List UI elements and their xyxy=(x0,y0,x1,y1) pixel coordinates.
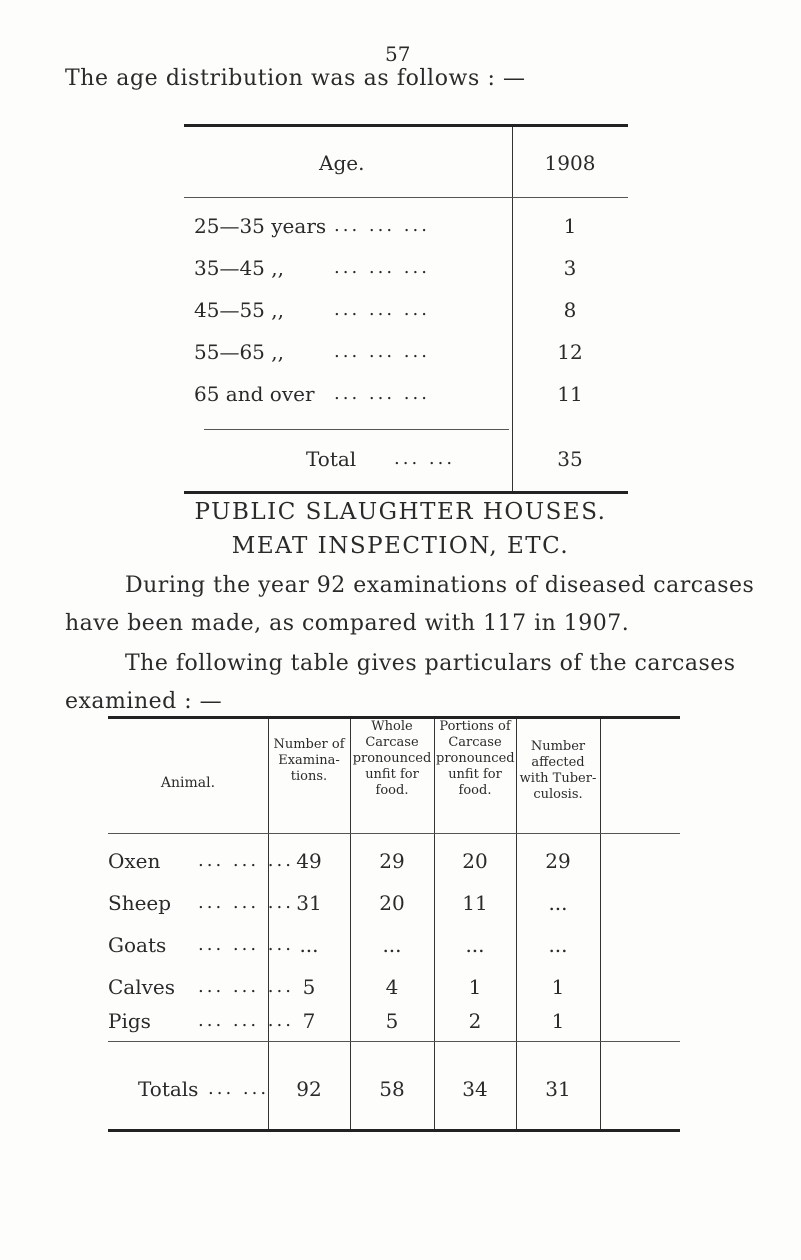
leader-dots: ... ... ... xyxy=(334,215,430,236)
animal-header: Animal. xyxy=(160,775,216,791)
portions-cell: ... xyxy=(465,933,485,957)
examinations-cell: 5 xyxy=(302,975,316,999)
tuberculosis-cell: ... xyxy=(548,933,568,957)
totals-label: Totals xyxy=(138,1077,199,1101)
animal-label: Goats xyxy=(108,933,167,957)
whole-cell: 20 xyxy=(379,891,405,915)
leader-dots: ... ... ... xyxy=(198,1010,294,1031)
portions-header: Portions of Carcase pronounced unfit for food. xyxy=(436,719,515,798)
paragraph-examinations: During the year 92 examinations of diseased carcases have been made, as compared with 117 in 1907. xyxy=(65,573,755,636)
tuberculosis-cell: ... xyxy=(548,891,568,915)
leader-dots: ... ... ... xyxy=(334,299,430,320)
intro-text: The age distribution was as follows : — xyxy=(65,66,526,91)
age-row-value: 11 xyxy=(557,382,583,406)
total-label: Total xyxy=(306,447,357,471)
portions-cell: 2 xyxy=(468,1009,482,1033)
age-header: Age. xyxy=(319,151,365,175)
animal-label: Sheep xyxy=(108,891,172,915)
animal-label: Oxen xyxy=(108,849,161,873)
examinations-cell: 31 xyxy=(296,891,322,915)
age-row-label: 35—45 ,, xyxy=(194,256,284,280)
leader-dots: ... ... ... xyxy=(334,341,430,362)
total-rule xyxy=(108,1041,680,1042)
whole-cell: 4 xyxy=(385,975,399,999)
column-divider xyxy=(350,719,351,1129)
animal-label: Calves xyxy=(108,975,176,999)
examinations-cell: 7 xyxy=(302,1009,316,1033)
age-row-label: 25—35 years xyxy=(194,214,327,238)
age-distribution-table xyxy=(184,124,628,494)
age-row-value: 12 xyxy=(557,340,583,364)
total-value: 35 xyxy=(557,447,583,471)
tuberculosis-cell: 1 xyxy=(551,1009,565,1033)
whole-cell: 29 xyxy=(379,849,405,873)
header-rule xyxy=(184,197,512,198)
examinations-cell: 49 xyxy=(296,849,322,873)
section-heading: PUBLIC SLAUGHTER HOUSES. xyxy=(194,499,607,525)
age-row-value: 3 xyxy=(563,256,577,280)
whole-cell: ... xyxy=(382,933,402,957)
age-row-label: 65 and over xyxy=(194,382,315,406)
portions-total: 34 xyxy=(462,1077,488,1101)
tuberculosis-cell: 29 xyxy=(545,849,571,873)
age-row-label: 45—55 ,, xyxy=(194,298,284,322)
tuberculosis-total: 31 xyxy=(545,1077,571,1101)
age-row-value: 1 xyxy=(563,214,577,238)
examinations-cell: ... xyxy=(299,933,319,957)
total-rule xyxy=(204,429,509,430)
whole-carcase-header: Whole Carcase pronounced unfit for food. xyxy=(352,719,432,798)
leader-dots: ... ... ... xyxy=(334,257,430,278)
page-number: 57 xyxy=(385,42,411,66)
header-rule xyxy=(108,833,680,834)
leader-dots: ... ... ... xyxy=(198,976,294,997)
column-divider xyxy=(516,719,517,1129)
whole-cell: 5 xyxy=(385,1009,399,1033)
leader-dots: ... ... xyxy=(208,1078,270,1099)
age-row-value: 8 xyxy=(563,298,577,322)
tuberculosis-header: Number affected with Tuber- culosis. xyxy=(519,739,597,802)
year-header: 1908 xyxy=(544,151,596,175)
leader-dots: ... ... ... xyxy=(198,934,294,955)
carcase-table xyxy=(108,716,680,1132)
column-divider xyxy=(434,719,435,1129)
animal-label: Pigs xyxy=(108,1009,151,1033)
examinations-total: 92 xyxy=(296,1077,322,1101)
leader-dots: ... ... xyxy=(394,448,456,469)
paragraph-table-intro: The following table gives particulars of the carcases examined : — xyxy=(65,651,736,714)
leader-dots: ... ... ... xyxy=(198,892,294,913)
column-divider xyxy=(600,719,601,1129)
portions-cell: 1 xyxy=(468,975,482,999)
header-rule xyxy=(512,197,628,198)
section-subheading: MEAT INSPECTION, ETC. xyxy=(231,533,570,559)
portions-cell: 20 xyxy=(462,849,488,873)
leader-dots: ... ... ... xyxy=(198,850,294,871)
whole-total: 58 xyxy=(379,1077,405,1101)
column-divider xyxy=(268,719,269,1129)
tuberculosis-cell: 1 xyxy=(551,975,565,999)
examinations-header: Number of Examina- tions. xyxy=(273,737,345,784)
leader-dots: ... ... ... xyxy=(334,383,430,404)
portions-cell: 11 xyxy=(462,891,488,915)
age-row-label: 55—65 ,, xyxy=(194,340,284,364)
